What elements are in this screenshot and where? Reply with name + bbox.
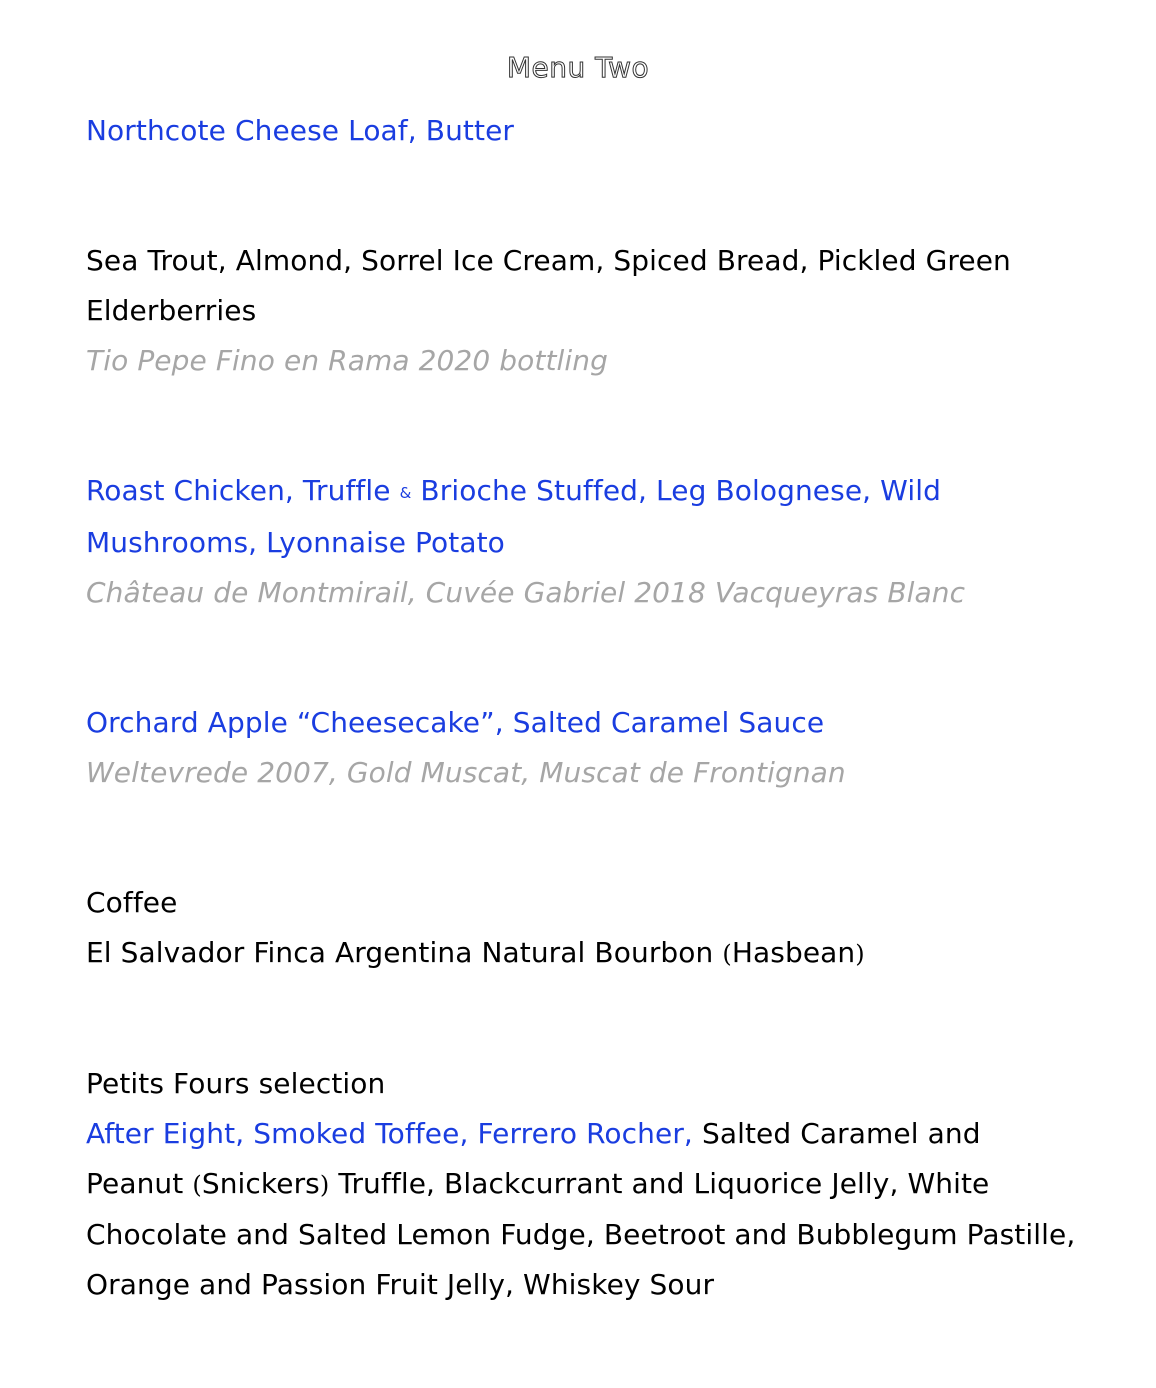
course-coffee (86, 878, 1086, 979)
course-heading: Coffee (86, 886, 178, 919)
dish-name (86, 466, 1086, 568)
petits-fours-part: Truffle, Blackcurrant and Liquorice Jelly, White Chocolate and Salted Lemon Fudge, Beetroot and Bubblegum Pastille, Orange and Passion Fruit Jelly, Whiskey Sour (86, 1167, 1076, 1301)
menu (86, 106, 1086, 1310)
petits-fours-list (86, 1109, 1086, 1310)
paren-open: ( (192, 1171, 202, 1199)
spacer (86, 979, 1086, 1059)
petits-fours-highlight: After Eight, Smoked Toffee, Ferrero Rocher, (86, 1117, 693, 1150)
spacer (86, 618, 1086, 698)
dish-name-part: Brioche Stuffed, Leg Bolognese, Wild Mushrooms, Lyonnaise Potato (86, 474, 941, 559)
dish-name: Northcote Cheese Loaf, Butter (86, 114, 515, 147)
petits-fours-part: Salted Caramel and Peanut (86, 1117, 981, 1200)
course-sea-trout (86, 236, 1086, 386)
page-title: Menu Two (506, 51, 650, 84)
paren-open: ( (722, 940, 732, 968)
dish-name-part: Roast Chicken, Truffle (86, 474, 391, 507)
course-dessert (86, 698, 1086, 798)
spacer (86, 156, 1086, 236)
wine-pairing: Tio Pepe Fino en Rama 2020 bottling (86, 344, 609, 377)
course-roast-chicken (86, 466, 1086, 618)
ampersand: & (399, 484, 412, 502)
petits-fours-brand: Snickers (201, 1167, 320, 1200)
spacer (86, 798, 1086, 878)
dish-name: Sea Trout, Almond, Sorrel Ice Cream, Spiced Bread, Pickled Green Elderberries (86, 244, 1011, 327)
course-bread (86, 106, 1086, 156)
course-petits-fours (86, 1059, 1086, 1310)
wine-pairing: Château de Montmirail, Cuvée Gabriel 2018 Vacqueyras Blanc (86, 576, 966, 609)
spacer (86, 386, 1086, 466)
dish-name: Orchard Apple “Cheesecake”, Salted Caramel Sauce (86, 706, 825, 739)
coffee-detail (86, 928, 1086, 979)
coffee-origin: El Salvador Finca Argentina Natural Bourbon (86, 936, 714, 969)
paren-close: ) (855, 940, 865, 968)
wine-pairing: Weltevrede 2007, Gold Muscat, Muscat de Frontignan (86, 756, 846, 789)
course-heading: Petits Fours selection (86, 1067, 386, 1100)
paren-close: ) (319, 1171, 330, 1199)
coffee-roaster: Hasbean (731, 936, 856, 969)
